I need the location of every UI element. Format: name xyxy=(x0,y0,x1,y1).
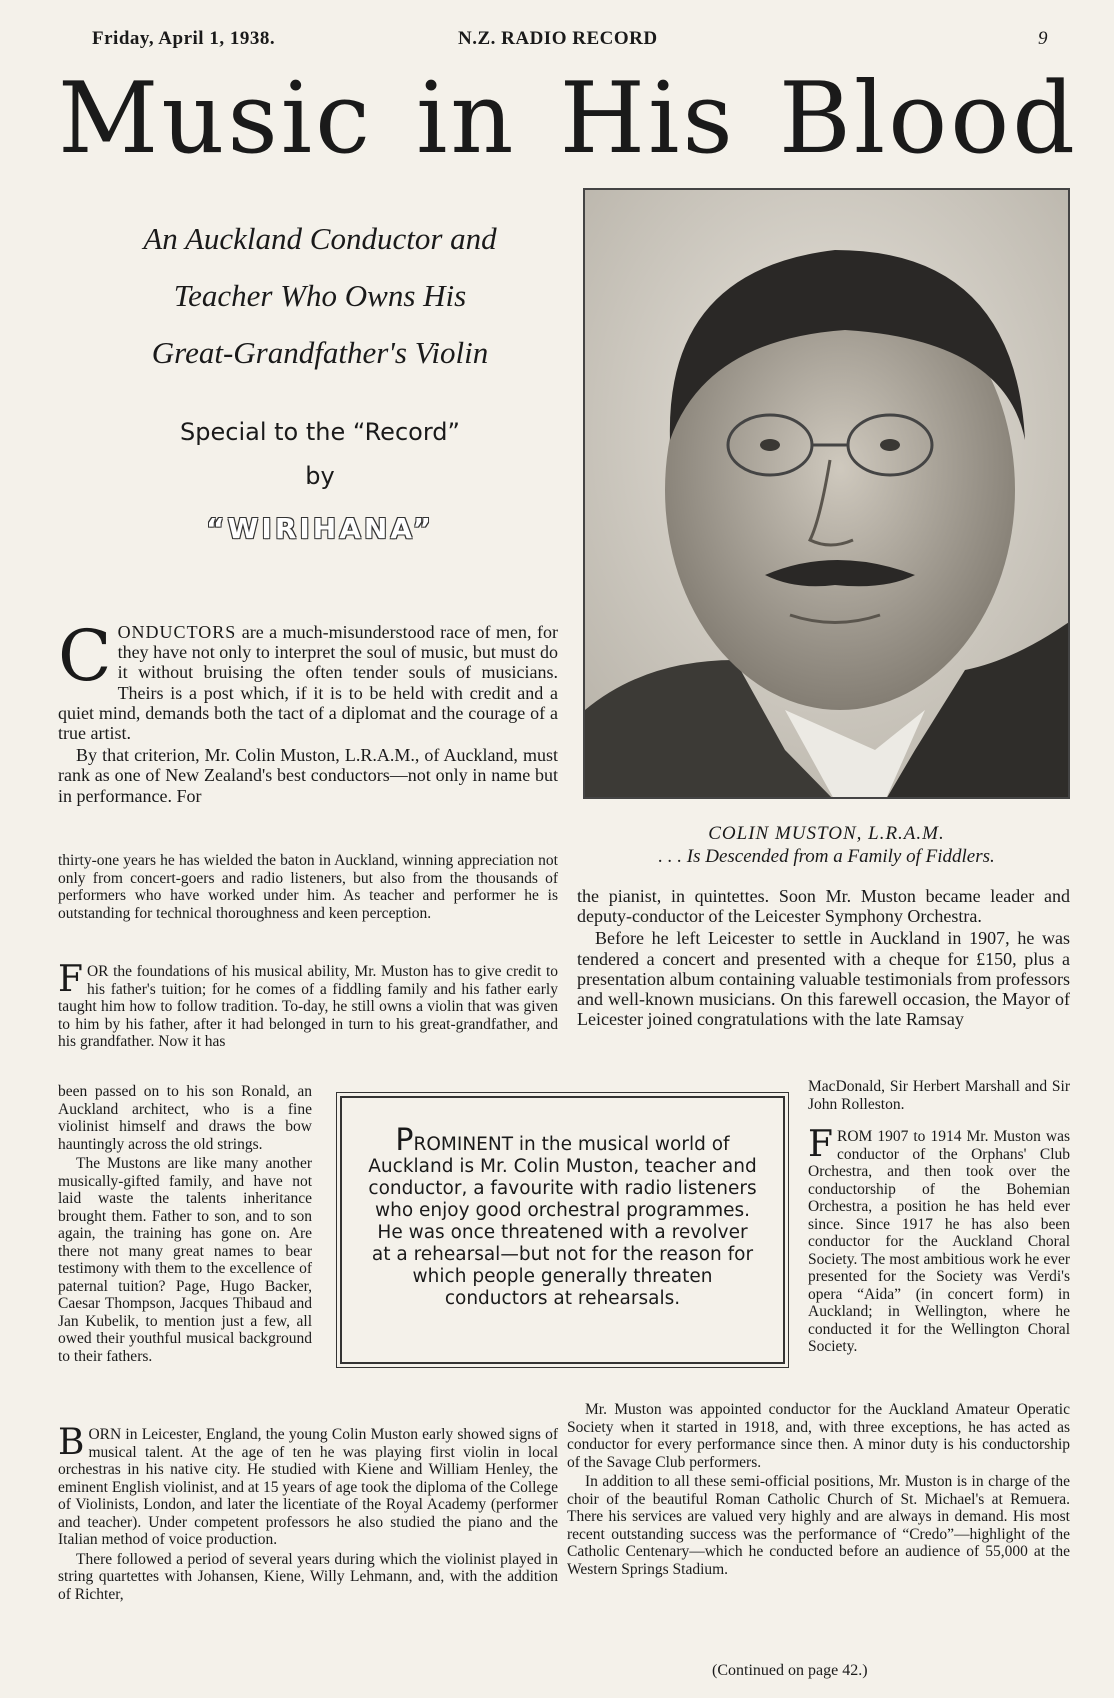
foundations-paragraph-3: The Mustons are like many another musically-gifted family, and have not laid waste the talents inheritance brought them. Father to son, and to son again, the training has gone on. Are there not many great names to bear testimony with them to the excellence of paternal tuition? Page, Hugo Backer, Caesar Thompson, Jacques Thibaud and Jan Kubelik, to mention just a few, all owed their youthful musical background to their fathers. xyxy=(58,1155,312,1365)
right-paragraph-2: Before he left Leicester to settle in Auckland in 1907, he was tendered a concert and presented with a cheque for £150, plus a presentation album containing valuable testimonials from professors and well-known musicians. On this farewell occasion, the Mayor of Leicester joined congratulations with the late Ramsay xyxy=(577,928,1070,1030)
from1907-section xyxy=(808,1124,1070,1358)
intro-paragraph-1: are a much-misunderstood race of men, for they have not only to interpret the soul of music, but must do it without bruising the often tender souls of musicians. Theirs is a post which, if it is to be held with credit and a quiet mind, demands both the tact of a diplomat and the courage of a true artist. xyxy=(58,622,558,744)
intro-paragraph-3: thirty-one years he has wielded the baton in Auckland, winning appreciation not only from concert-goers and radio listeners, but also from the thousands of performers who have worked under him. As teacher and performer he is outstanding for technical thoroughness and keen perception. xyxy=(58,852,558,922)
from1907-paragraph: ROM 1907 to 1914 Mr. Muston was conductor of the Orphans' Club Orchestra, and then took over the conductorship of the Bohemian Orchestra, a position he has held ever since. Since 1917 he has also been conductor for the Auckland Choral Society. The most ambitious work he ever presented for the Society was Verdi's opera “Aida” (in concert form) in Auckland; in Wellington, where he conducted it for the Wellington Choral Society. xyxy=(808,1128,1070,1355)
closing-paragraph-2: In addition to all these semi-official positions, Mr. Muston is in charge of the choir of the beautiful Roman Catholic Church of St. Michael's at Remuera. There his services are valued very highly and are always in demand. His most recent outstanding success was the performance of “Credo”—highlight of the Catholic Centenary—which he conducted before an audience of 55,000 at the Western Springs Stadium. xyxy=(567,1473,1070,1578)
headline-word-4: Blood xyxy=(778,62,1078,176)
right-paragraph-1: the pianist, in quintettes. Soon Mr. Muston became leader and deputy-conductor of the Leicester Symphony Orchestra. xyxy=(577,886,1070,927)
right-paragraph-3: MacDonald, Sir Herbert Marshall and Sir John Rolleston. xyxy=(808,1078,1070,1113)
born-paragraph-1: ORN in Leicester, England, the young Colin Muston early showed signs of musical talent. At the age of ten he was playing first violin in local orchestras in his native city. He studied with Kiene and William Henley, the eminent English violinist, and at 15 years of age took the diploma of the College of Violinists, London, and later the licentiate of the Royal Academy (performer and teacher). Under competent professors he also studied the piano and the Italian method of voice production. xyxy=(58,1426,558,1548)
continued-note: (Continued on page 42.) xyxy=(712,1662,868,1679)
by-label: by xyxy=(305,462,335,490)
born-drop-cap: B xyxy=(58,1422,85,1463)
photo-caption-name: COLIN MUSTON, L.R.A.M. xyxy=(708,823,945,844)
pullquote-drop-cap: P xyxy=(395,1123,414,1158)
born-paragraph-2: There followed a period of several years during which the violinist played in string quartettes with Johansen, Kiene, Willy Lehmann, and, with the addition of Richter, xyxy=(58,1550,558,1603)
page-number: 9 xyxy=(1038,28,1048,49)
headline xyxy=(58,64,1078,174)
headline-word-1: Music xyxy=(58,62,373,176)
portrait-illustration xyxy=(585,190,1070,799)
closing-section xyxy=(567,1401,1070,1580)
pullquote-box xyxy=(340,1096,785,1364)
pullquote-text: ROMINENT in the musical world of Auckland is Mr. Colin Muston, teacher and conductor, a favourite with radio listeners who enjoy good orchestral programmes. He was once threatened with a revolver at a rehearsal—but not for the reason for which people generally threaten conductors at rehearsals. xyxy=(368,1134,757,1309)
publication-name: N.Z. RADIO RECORD xyxy=(458,28,658,49)
intro-paragraph-2: By that criterion, Mr. Colin Muston, L.R.A.M., of Auckland, must rank as one of New Zealand's best conductors—not only in name but in performance. For xyxy=(58,745,558,806)
foundations-narrow xyxy=(58,1083,312,1367)
intro-drop-cap: C xyxy=(58,615,112,697)
subtitle-line-3: Great-Grandfather's Violin xyxy=(151,335,489,370)
born-section xyxy=(58,1422,558,1605)
special-note: Special to the “Record” xyxy=(180,418,460,446)
foundations-section xyxy=(58,959,558,1053)
from1907-drop-cap: F xyxy=(808,1124,833,1165)
headline-word-3: His xyxy=(559,62,736,176)
issue-date: Friday, April 1, 1938. xyxy=(92,28,276,49)
intro-section xyxy=(58,615,558,808)
intro-caps: ONDUCTORS xyxy=(117,622,237,642)
subtitle-line-1: An Auckland Conductor and xyxy=(143,221,497,256)
pullquote-text-block xyxy=(366,1123,759,1310)
foundations-paragraph-1: OR the foundations of his musical ability, Mr. Muston has to give credit to his father's tuition; for he comes of a fiddling family and his father early taught him how to follow tradition. To-day, he still owns a violin that was given to him by his father, after it had belonged in turn to his great-grandfather, and his grandfather. Now it has xyxy=(58,963,558,1050)
foundations-drop-cap: F xyxy=(58,959,83,1000)
right-column xyxy=(577,886,1070,1031)
portrait-photo xyxy=(583,188,1070,799)
photo-caption-line: . . . Is Descended from a Family of Fiddlers. xyxy=(658,846,995,867)
subtitle xyxy=(100,210,540,381)
subtitle-line-2: Teacher Who Owns His xyxy=(173,278,467,313)
author-name: “WIRIHANA” xyxy=(206,512,434,545)
headline-word-2: in xyxy=(416,62,517,176)
foundations-paragraph-2: been passed on to his son Ronald, an Auckland architect, who is a fine violinist himself and draws the bow hauntingly across the old strings. xyxy=(58,1083,312,1153)
closing-paragraph-1: Mr. Muston was appointed conductor for the Auckland Amateur Operatic Society when it started in 1918, and, with three exceptions, he has acted as conductor for every performance since then. A minor duty is his conductorship of the Savage Club performers. xyxy=(567,1401,1070,1471)
